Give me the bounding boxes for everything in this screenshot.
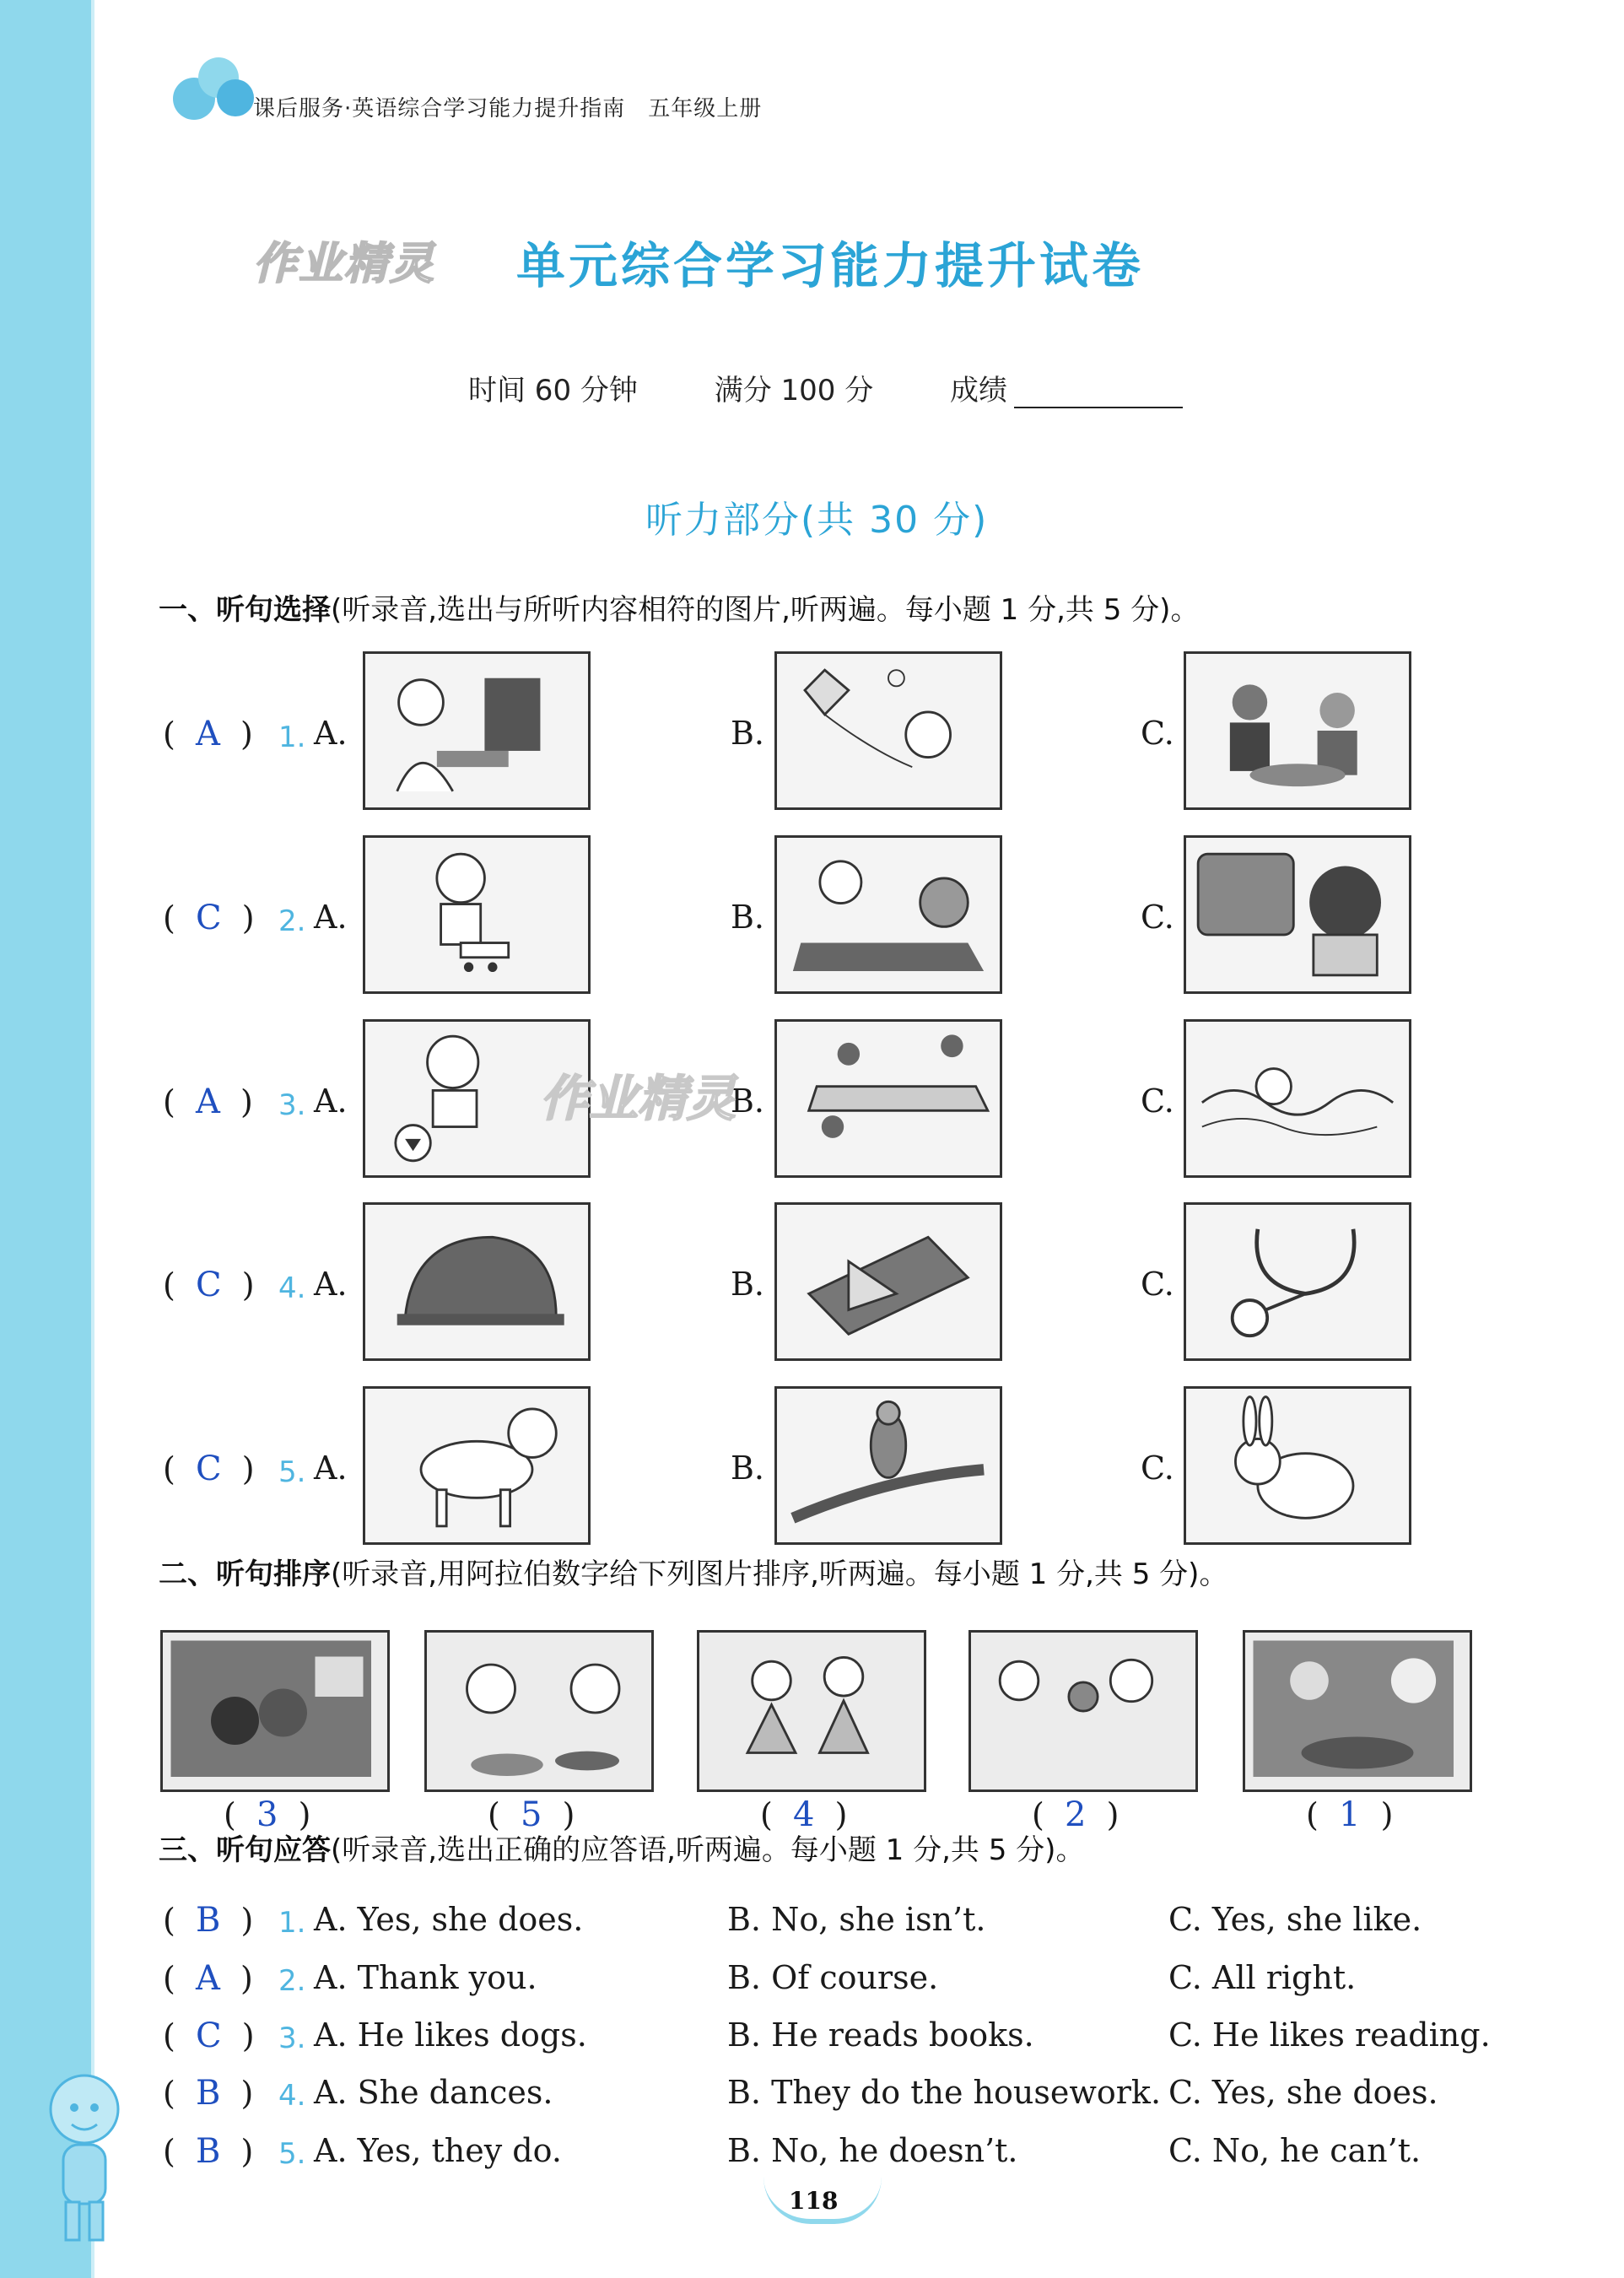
response-option-a: A. Yes, she does.: [314, 1901, 584, 1938]
answer-letter: A: [195, 715, 220, 753]
answer-letter: C: [195, 1449, 222, 1488]
answer-paren[interactable]: ( A ): [163, 1082, 253, 1121]
response-option-b: B. He reads books.: [727, 2016, 1034, 2054]
question-number: 3.: [278, 2022, 306, 2055]
option-label-a: A.: [314, 1082, 348, 1120]
response-option-a: A. He likes dogs.: [314, 2016, 587, 2054]
answer-paren[interactable]: ( A ): [163, 715, 253, 753]
parrot-on-branch-image[interactable]: [774, 1386, 1002, 1545]
kids-with-monkey-image[interactable]: [968, 1630, 1198, 1792]
boys-picnic-image[interactable]: [1184, 651, 1411, 810]
question-number: 4.: [278, 1271, 306, 1305]
running-title: 课后服务·英语综合学习能力提升指南 五年级上册: [253, 96, 763, 121]
order-number: 3: [256, 1795, 278, 1834]
option-label-a: A.: [314, 1266, 348, 1303]
answer-paren[interactable]: ( B ): [163, 2132, 254, 2171]
response-option-b: B. They do the housework.: [727, 2074, 1162, 2111]
answer-paren[interactable]: ( C ): [163, 899, 255, 937]
answer-letter: C: [195, 2016, 222, 2055]
order-number: 2: [1064, 1795, 1087, 1834]
answer-letter: A: [195, 1082, 220, 1121]
sidebar-edge: [91, 0, 94, 2278]
ruler-and-book-image[interactable]: [774, 1202, 1002, 1361]
option-label-c: C.: [1141, 1266, 1174, 1303]
part2-title-bold: 二、听句排序: [159, 1557, 331, 1591]
family-watching-tv-image[interactable]: [160, 1630, 390, 1792]
question-number: 4.: [278, 2079, 306, 2113]
boy-at-computer-image[interactable]: [363, 651, 591, 810]
boy-rollerskating-image[interactable]: [363, 835, 591, 994]
answer-paren[interactable]: ( C ): [163, 2016, 255, 2055]
answer-paren[interactable]: ( B ): [163, 2074, 254, 2113]
option-label-a: A.: [314, 715, 348, 752]
response-option-c: C. Yes, she like.: [1168, 1901, 1422, 1938]
score-field[interactable]: [1014, 381, 1183, 408]
part3-title: [159, 1827, 1084, 1868]
response-option-a: A. Yes, they do.: [314, 2132, 562, 2169]
page-title: 单元综合学习能力提升试卷: [516, 237, 1145, 294]
order-answer[interactable]: ( 1 ): [1306, 1795, 1394, 1834]
option-label-b: B.: [731, 899, 765, 936]
stethoscope-image[interactable]: [1184, 1202, 1411, 1361]
option-label-a: A.: [314, 1449, 348, 1487]
response-option-b: B. Of course.: [727, 1959, 939, 1996]
option-label-b: B.: [731, 715, 765, 752]
answer-paren[interactable]: ( B ): [163, 1901, 254, 1940]
response-option-c: C. Yes, she does.: [1168, 2074, 1438, 2111]
order-answer[interactable]: ( 3 ): [224, 1795, 311, 1834]
watermark: 作业精灵: [540, 1070, 736, 1127]
response-option-c: C. No, he can’t.: [1168, 2132, 1422, 2169]
kids-picnic-image[interactable]: [424, 1630, 654, 1792]
answer-letter: C: [195, 1266, 222, 1304]
answer-paren[interactable]: ( C ): [163, 1266, 255, 1304]
bubbles-logo: [173, 57, 257, 125]
option-label-b: B.: [731, 1266, 765, 1303]
question-number: 2.: [278, 1964, 306, 1998]
girl-flying-kite-image[interactable]: [774, 651, 1002, 810]
response-option-b: B. No, she isn’t.: [727, 1901, 986, 1938]
part1-title-rest: (听录音,选出与所听内容相符的图片,听两遍。每小题 1 分,共 5 分)。: [331, 593, 1200, 627]
option-label-b: B.: [731, 1082, 765, 1120]
order-number: 4: [792, 1795, 815, 1834]
section-heading: 听力部分(共 30 分): [645, 499, 989, 542]
question-number: 5.: [278, 2137, 306, 2171]
hard-hat-image[interactable]: [363, 1202, 591, 1361]
response-option-a: A. Thank you.: [314, 1959, 537, 1996]
order-number: 5: [520, 1795, 542, 1834]
answer-letter: B: [195, 2074, 221, 2113]
answer-paren[interactable]: ( A ): [163, 1959, 253, 1998]
dog-image[interactable]: [363, 1386, 591, 1545]
full-score: 满分 100 分: [714, 374, 874, 408]
girls-dancing-image[interactable]: [697, 1630, 926, 1792]
order-answer[interactable]: ( 5 ): [488, 1795, 575, 1834]
question-number: 1.: [278, 1906, 306, 1940]
order-answer[interactable]: ( 4 ): [760, 1795, 848, 1834]
part3-title-rest: (听录音,选出正确的应答语,听两遍。每小题 1 分,共 5 分)。: [331, 1833, 1085, 1867]
response-option-c: C. All right.: [1168, 1959, 1357, 1996]
part2-title-rest: (听录音,用阿拉伯数字给下列图片排序,听两遍。每小题 1 分,共 5 分)。: [331, 1557, 1228, 1591]
score-label: 成绩: [950, 374, 1008, 408]
part2-title: [159, 1551, 1227, 1592]
response-option-b: B. No, he doesn’t.: [727, 2132, 1018, 2169]
response-option-a: A. She dances.: [314, 2074, 553, 2111]
part3-title-bold: 三、听句应答: [159, 1833, 331, 1867]
people-ping-pong-image[interactable]: [774, 1019, 1002, 1178]
answer-letter: B: [195, 2132, 221, 2171]
exam-info: [468, 367, 1250, 408]
cartoon-boy-icon: [34, 2067, 135, 2253]
question-number: 1.: [278, 721, 306, 754]
time-limit: 时间 60 分钟: [468, 374, 638, 408]
option-label-c: C.: [1141, 1449, 1174, 1487]
answer-letter: B: [195, 1901, 221, 1940]
boy-swimming-image[interactable]: [1184, 1019, 1411, 1178]
page-number: 118: [789, 2187, 839, 2215]
rabbit-image[interactable]: [1184, 1386, 1411, 1545]
answer-paren[interactable]: ( C ): [163, 1449, 255, 1488]
answer-letter: C: [195, 899, 222, 937]
option-label-b: B.: [731, 1449, 765, 1487]
option-label-c: C.: [1141, 1082, 1174, 1120]
order-answer[interactable]: ( 2 ): [1032, 1795, 1120, 1834]
kids-ping-pong-image[interactable]: [774, 835, 1002, 994]
part1-title: [159, 586, 1199, 628]
girl-watching-tv-image[interactable]: [1184, 835, 1411, 994]
question-number: 5.: [278, 1455, 306, 1489]
option-label-c: C.: [1141, 715, 1174, 752]
option-label-a: A.: [314, 899, 348, 936]
ghost-logo: 作业精灵: [253, 239, 436, 289]
part1-title-bold: 一、听句选择: [159, 593, 331, 627]
option-label-c: C.: [1141, 899, 1174, 936]
question-number: 3.: [278, 1088, 306, 1122]
response-option-c: C. He likes reading.: [1168, 2016, 1491, 2054]
question-number: 2.: [278, 904, 306, 938]
left-sidebar-band: [0, 0, 91, 2278]
family-dinner-image[interactable]: [1243, 1630, 1472, 1792]
order-number: 1: [1338, 1795, 1361, 1834]
answer-letter: A: [195, 1959, 220, 1998]
